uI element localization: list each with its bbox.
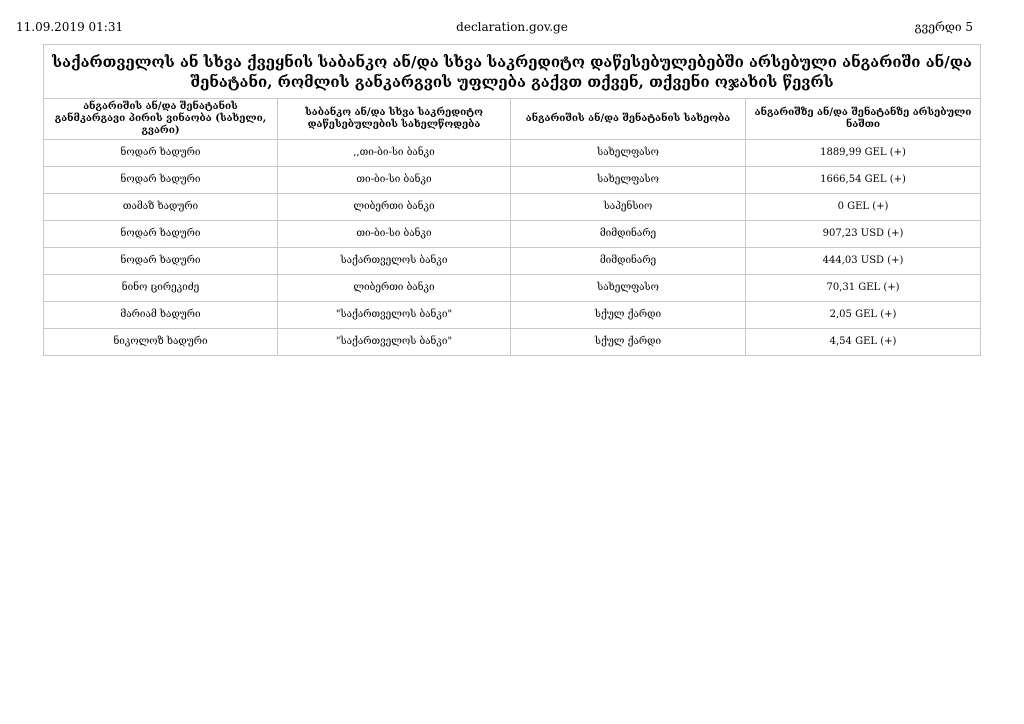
- table-row: [44, 275, 981, 302]
- account-type-cell: სახელფასო: [511, 167, 746, 194]
- holder-name-cell: ნიკოლოზ ხადური: [44, 329, 278, 356]
- table-row: [44, 302, 981, 329]
- account-type-cell: სახელფასო: [511, 140, 746, 167]
- account-type-cell: მიმდინარე: [511, 221, 746, 248]
- table-row: [44, 248, 981, 275]
- column-header-account-type: ანგარიშის ან/და შენატანის სახეობა: [511, 99, 746, 140]
- balance-cell: 907,23 USD (+): [746, 221, 981, 248]
- holder-name-cell: მარიამ ხადური: [44, 302, 278, 329]
- bank-name-cell: საქართველოს ბანკი: [278, 248, 511, 275]
- table-row: [44, 167, 981, 194]
- bank-name-cell: ,,თი-ბი-სი ბანკი: [278, 140, 511, 167]
- balance-cell: 70,31 GEL (+): [746, 275, 981, 302]
- account-type-cell: სქულ ქარდი: [511, 302, 746, 329]
- table-title: საქართველოს ან სხვა ქვეყნის საბანკო ან/და სხვა საკრედიტო დაწესებულებებში არსებული ანგარიში ან/და შენატანი, რომლის განკარგვის უფლება გაქვთ თქვენ, თქვენი ოჯახის წევრს: [44, 45, 981, 99]
- account-type-cell: მიმდინარე: [511, 248, 746, 275]
- table-row: [44, 140, 981, 167]
- print-datetime: 11.09.2019 01:31: [16, 20, 124, 34]
- bank-name-cell: თი-ბი-სი ბანკი: [278, 167, 511, 194]
- holder-name-cell: ნოდარ ხადური: [44, 167, 278, 194]
- bank-name-cell: ლიბერთი ბანკი: [278, 275, 511, 302]
- bank-name-cell: "საქართველოს ბანკი": [278, 302, 511, 329]
- table-row: [44, 194, 981, 221]
- bank-name-cell: ლიბერთი ბანკი: [278, 194, 511, 221]
- column-header-bank: საბანკო ან/და სხვა საკრედიტო დაწესებულების სახელწოდება: [278, 99, 511, 140]
- table-row: [44, 221, 981, 248]
- account-type-cell: სახელფასო: [511, 275, 746, 302]
- balance-cell: 1666,54 GEL (+): [746, 167, 981, 194]
- site-name: declaration.gov.ge: [456, 20, 568, 34]
- holder-name-cell: ნოდარ ხადური: [44, 221, 278, 248]
- balance-cell: 444,03 USD (+): [746, 248, 981, 275]
- holder-name-cell: თამაზ ხადური: [44, 194, 278, 221]
- account-type-cell: სქულ ქარდი: [511, 329, 746, 356]
- balance-cell: 2,05 GEL (+): [746, 302, 981, 329]
- page-number: გვერდი 5: [914, 20, 973, 34]
- table-header-row: [44, 99, 981, 140]
- balance-cell: 1889,99 GEL (+): [746, 140, 981, 167]
- bank-name-cell: თი-ბი-სი ბანკი: [278, 221, 511, 248]
- holder-name-cell: ნოდარ ხადური: [44, 140, 278, 167]
- bank-name-cell: "საქართველოს ბანკი": [278, 329, 511, 356]
- table-title-row: [44, 45, 981, 99]
- column-header-balance: ანგარიშზე ან/და შენატანზე არსებული ნაშთი: [746, 99, 981, 140]
- account-type-cell: საპენსიო: [511, 194, 746, 221]
- holder-name-cell: ნოდარ ხადური: [44, 248, 278, 275]
- bank-accounts-table: [43, 44, 981, 356]
- balance-cell: 4,54 GEL (+): [746, 329, 981, 356]
- table-row: [44, 329, 981, 356]
- column-header-holder: ანგარიშის ან/და შენატანის განმკარგავი პირის ვინაობა (სახელი, გვარი): [44, 99, 278, 140]
- holder-name-cell: ნინო ცირეკიძე: [44, 275, 278, 302]
- balance-cell: 0 GEL (+): [746, 194, 981, 221]
